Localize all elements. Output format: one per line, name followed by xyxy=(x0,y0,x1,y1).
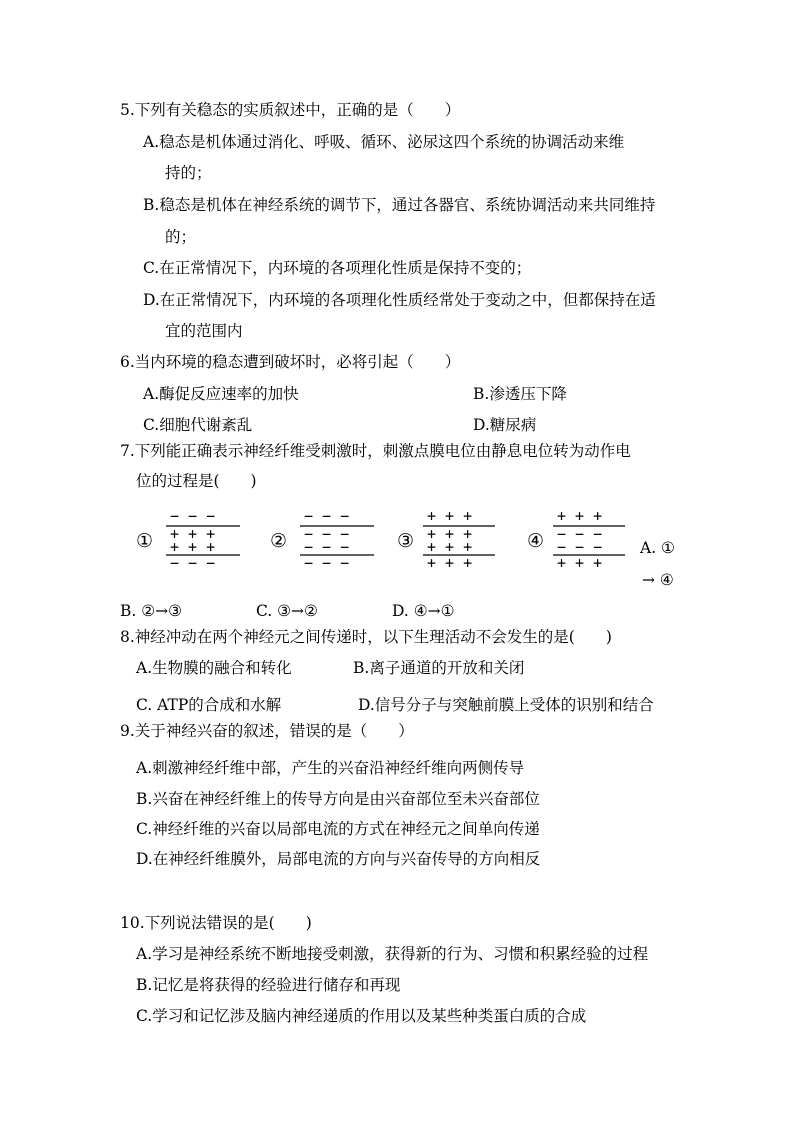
diagram-4-inner-top: − − − xyxy=(557,525,603,543)
q7-option-a-cont: → ④ xyxy=(642,571,674,589)
diagram-1-inner-top: + + + xyxy=(170,525,216,543)
diagram-1-outer-bottom: − − − xyxy=(170,554,216,572)
q8-option-d: D.信号分子与突触前膜上受体的识别和结合 xyxy=(358,696,654,714)
q7-option-d: D. ④→① xyxy=(392,602,455,620)
q9-option-a: A.刺激神经纤维中部，产生的兴奋沿神经纤维向两侧传导 xyxy=(136,759,525,777)
q10-option-c: C.学习和记忆涉及脑内神经递质的作用以及某些种类蛋白质的合成 xyxy=(136,1007,587,1025)
q10-option-a: A.学习是神经系统不断地接受刺激，获得新的行为、习惯和积累经验的过程 xyxy=(136,945,649,963)
q5-option-b: B.稳态是机体在神经系统的调节下，通过各器官、系统协调活动来共同维持 xyxy=(143,196,656,214)
q10-option-b: B.记忆是将获得的经验进行储存和再现 xyxy=(136,976,401,994)
q6-option-b: B.渗透压下降 xyxy=(473,385,567,403)
diagram-3-outer-top: + + + xyxy=(427,507,473,525)
q5-option-b-cont: 的； xyxy=(165,228,197,246)
q6-option-c: C.细胞代谢紊乱 xyxy=(143,416,253,434)
q8-option-a: A.生物膜的融合和转化 xyxy=(136,659,292,677)
q9-option-d: D.在神经纤维膜外，局部电流的方向与兴奋传导的方向相反 xyxy=(136,850,541,868)
diagram-2-outer-top: − − − xyxy=(304,507,350,525)
diagram-2-label: ② xyxy=(270,530,288,552)
diagram-1-label: ① xyxy=(136,530,154,552)
diagram-2-outer-bottom: − − − xyxy=(304,554,350,572)
diagram-3-outer-bottom: + + + xyxy=(427,554,473,572)
q7-option-c: C. ③→② xyxy=(256,602,318,620)
q9-option-c: C.神经纤维的兴奋以局部电流的方式在神经元之间单向传递 xyxy=(136,820,540,838)
diagram-4-inner-bottom: − − − xyxy=(557,538,603,556)
q10-stem: 10.下列说法错误的是( ) xyxy=(120,914,312,932)
q8-option-c: C. ATP的合成和水解 xyxy=(136,696,282,714)
q7-stem-cont: 位的过程是( ) xyxy=(136,472,257,490)
membrane-diagram-1 xyxy=(136,508,246,572)
diagram-1-outer-top: − − − xyxy=(170,507,216,525)
membrane-diagram-2 xyxy=(270,508,380,572)
q6-option-a: A.酶促反应速率的加快 xyxy=(143,385,299,403)
diagram-3-label: ③ xyxy=(397,530,415,552)
diagram-1-inner-bottom: + + + xyxy=(170,538,216,556)
membrane-diagram-4 xyxy=(527,508,637,572)
q6-stem: 6.当内环境的稳态遭到破坏时，必将引起（ ） xyxy=(120,353,461,371)
q8-stem: 8.神经冲动在两个神经元之间传递时，以下生理活动不会发生的是( ) xyxy=(120,628,612,646)
q5-option-c: C.在正常情况下，内环境的各项理化性质是保持不变的； xyxy=(143,259,532,277)
q5-stem: 5.下列有关稳态的实质叙述中，正确的是（ ） xyxy=(120,101,461,119)
q9-stem: 9.关于神经兴奋的叙述，错误的是（ ） xyxy=(120,722,414,740)
q7-option-a: A. ① xyxy=(640,539,675,557)
q5-option-d-cont: 宜的范围内 xyxy=(165,322,243,340)
q5-option-d: D.在正常情况下，内环境的各项理化性质经常处于变动之中，但都保持在适 xyxy=(143,291,656,309)
diagram-4-outer-bottom: + + + xyxy=(557,554,603,572)
diagram-4-label: ④ xyxy=(527,530,545,552)
q5-option-a: A.稳态是机体通过消化、呼吸、循环、泌尿这四个系统的协调活动来维 xyxy=(143,133,625,151)
q8-option-b: B.离子通道的开放和关闭 xyxy=(353,659,525,677)
diagram-3-inner-bottom: + + + xyxy=(427,538,473,556)
q7-stem: 7.下列能正确表示神经纤维受刺激时，刺激点膜电位由静息电位转为动作电 xyxy=(120,442,631,460)
diagram-2-inner-bottom: − − − xyxy=(304,538,350,556)
q5-option-a-cont: 持的； xyxy=(165,164,212,182)
diagram-2-inner-top: − − − xyxy=(304,525,350,543)
diagram-3-inner-top: + + + xyxy=(427,525,473,543)
q7-option-b: B. ②→③ xyxy=(120,602,183,620)
q6-option-d: D.糖尿病 xyxy=(473,416,537,434)
q9-option-b: B.兴奋在神经纤维上的传导方向是由兴奋部位至未兴奋部位 xyxy=(136,790,540,808)
diagram-4-outer-top: + + + xyxy=(557,507,603,525)
membrane-diagram-3 xyxy=(397,508,507,572)
